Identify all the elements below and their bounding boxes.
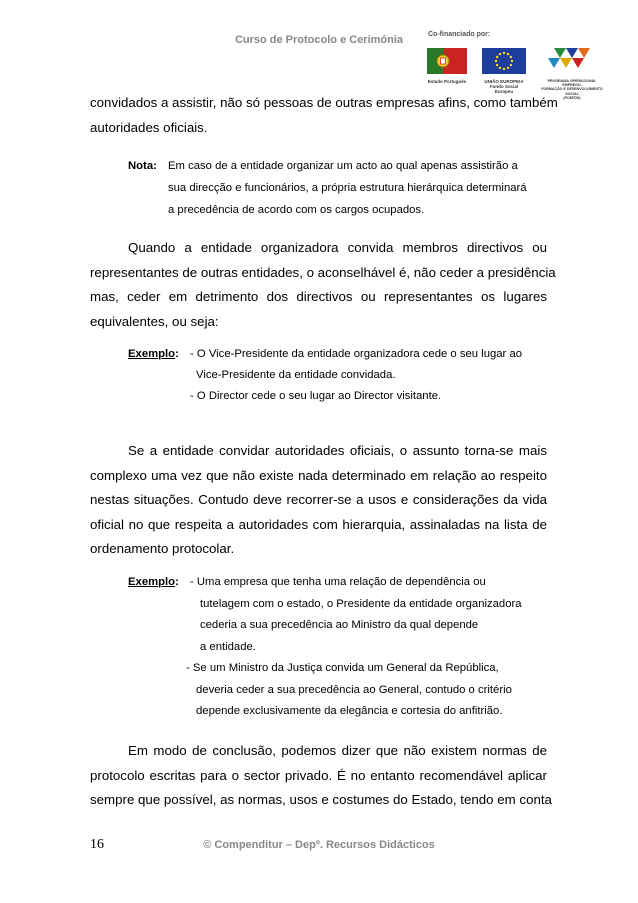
text-line: Quando a entidade organizadora convida membros directivos ou — [128, 240, 547, 255]
text-line: equivalentes, ou seja: — [90, 313, 219, 329]
example-2-label — [128, 573, 179, 592]
text-line: representantes de outras entidades, o aconselhável é, não ceder a presidência — [90, 264, 556, 280]
note-label: Nota: — [128, 160, 157, 172]
text-line: convidados a assistir, não só pessoas de outras empresas afins, como também — [90, 95, 558, 110]
paragraph-2 — [90, 236, 556, 334]
text-line: ordenamento protocolar. — [90, 541, 235, 556]
eu-caption: UNIÃO EUROPEIA Fundo Social Europeu — [484, 79, 524, 94]
portugal-flag-logo — [427, 48, 467, 84]
eu-flag-logo — [482, 48, 526, 94]
note-line: sua direcção e funcionários, a própria estrutura hierárquica determinará — [168, 182, 527, 194]
paragraph-4 — [90, 739, 552, 813]
text-line: Se a entidade convidar autoridades oficiais, o assunto torna-se mais — [128, 443, 547, 458]
text-line: mas, ceder em detrimento dos directivos ou representantes os lugares — [90, 289, 547, 304]
example-line: - O Vice-Presidente da entidade organizadora cede o seu lugar ao — [190, 348, 523, 360]
example-line: - O Director cede o seu lugar ao Director visitante. — [190, 390, 442, 402]
example-colon: : — [175, 576, 179, 588]
poefds-logo — [540, 46, 604, 100]
example-line: depende exclusivamente da elegância e cortesia do anfitrião. — [196, 705, 503, 717]
note-text — [168, 157, 548, 223]
footer-copyright: © Compenditur – Depº. Recursos Didácticos — [203, 839, 435, 851]
note-line: a precedência de acordo com os cargos ocupados. — [168, 204, 425, 216]
text-line: autoridades oficiais. — [90, 119, 208, 135]
paragraph-3 — [90, 439, 547, 562]
example-label: Exemplo — [128, 348, 176, 360]
poefds-logo-icon — [540, 46, 604, 74]
example-line: - Se um Ministro da Justiça convida um General da República, — [186, 662, 499, 674]
portugal-caption: Estado Português — [427, 79, 467, 84]
example-1-text — [190, 345, 550, 408]
text-line: nestas situações. Contudo deve recorrer-se a usos e considerações da vida — [90, 492, 547, 507]
portugal-flag-icon — [427, 48, 467, 74]
example-label: Exemplo — [128, 576, 176, 588]
text-line: complexo uma vez que não existe nada determinado em relação ao respeito — [90, 467, 547, 483]
example-line: - Uma empresa que tenha uma relação de dependência ou — [190, 576, 486, 588]
eu-flag-icon — [482, 48, 526, 74]
intro-paragraph — [90, 91, 558, 140]
text-line: sempre que possível, as normas, usos e costumes do Estado, tendo em conta — [90, 792, 552, 807]
example-line: cederia a sua precedência ao Ministro da qual depende — [200, 619, 479, 631]
example-2-text — [186, 573, 550, 724]
header-title: Curso de Protocolo e Cerimónia — [234, 34, 404, 46]
example-line: a entidade. — [200, 640, 256, 653]
example-colon: : — [175, 348, 179, 360]
page-number: 16 — [90, 837, 104, 852]
cofinanced-label: Co-financiado por: — [428, 31, 491, 38]
example-line: Vice-Presidente da entidade convidada. — [196, 369, 396, 381]
example-1-label — [128, 345, 179, 364]
example-line: tutelagem com o estado, o Presidente da entidade organizadora — [200, 597, 522, 610]
text-line: oficial no que respeita a autoridades com hierarquia, assinaladas na lista de — [90, 516, 547, 532]
example-line: deveria ceder a sua precedência ao General, contudo o critério — [196, 683, 512, 696]
note-line: Em caso de a entidade organizar um acto ao qual apenas assistirão a — [168, 160, 518, 172]
text-line: protocolo escritas para o sector privado. É no entanto recomendável aplicar — [90, 767, 547, 783]
poefds-caption: PROGRAMA OPERACIONAL EMPREGO, FORMAÇÃO E DESENVOLVIMENTO SOCIAL (POEFDS) — [541, 79, 603, 100]
text-line: Em modo de conclusão, podemos dizer que não existem normas de — [128, 743, 547, 758]
